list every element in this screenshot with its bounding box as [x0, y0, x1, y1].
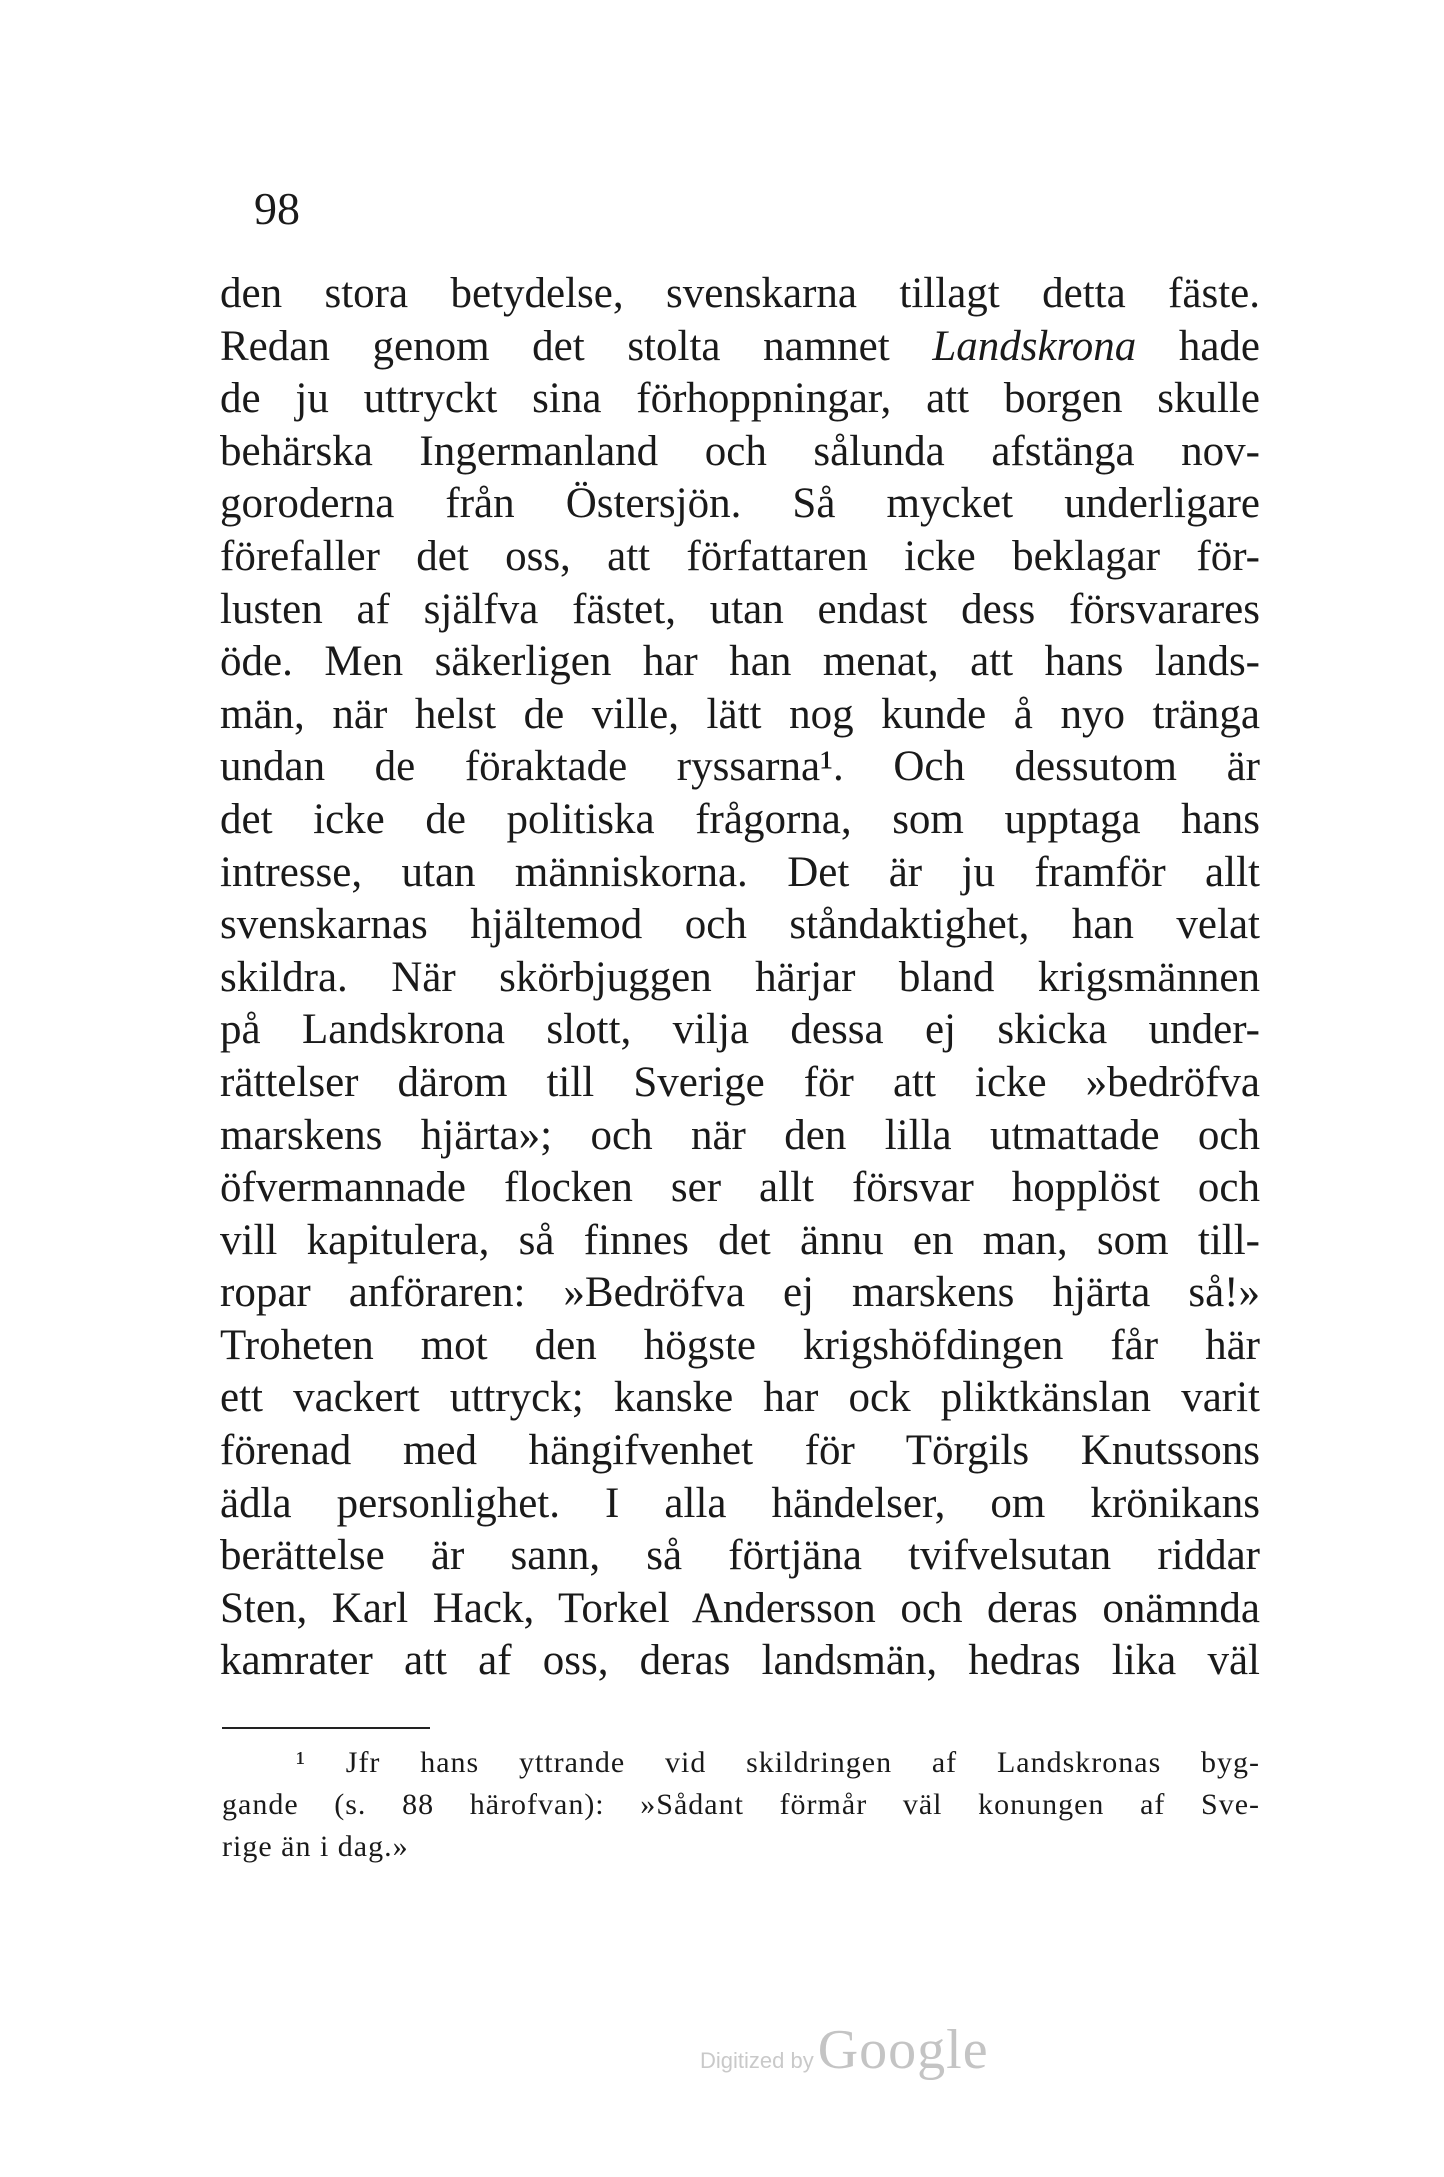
text-line: ett vackert uttryck; kanske har ock pliktkänslan varit — [220, 1374, 1260, 1422]
text-line: undan de föraktade ryssarna¹. Och dessutom är — [220, 743, 1260, 791]
text-line: ädla personlighet. I alla händelser, om krönikans — [220, 1479, 1260, 1527]
text-line: svenskarnas hjältemod och ståndaktighet, han velat — [220, 901, 1260, 949]
google-logo: Google — [817, 2019, 989, 2081]
text-fragment: Redan genom det stolta namnet — [220, 322, 933, 370]
watermark-prefix: Digitized by — [700, 2048, 814, 2073]
text-line: kamrater att af oss, deras landsmän, hedras lika väl — [220, 1637, 1260, 1685]
footnotes — [222, 1742, 1260, 1868]
text-line: Sten, Karl Hack, Torkel Andersson och deras onämnda — [220, 1584, 1260, 1632]
text-line: den stora betydelse, svenskarna tillagt detta fäste. — [220, 270, 1260, 317]
digitized-watermark — [700, 2018, 989, 2082]
footnote-line: ¹ Jfr hans yttrande vid skildringen af Landskronas byg- — [296, 1746, 1260, 1779]
text-line: män, när helst de ville, lätt nog kunde å nyo tränga — [220, 690, 1260, 738]
text-line: vill kapitulera, så finnes det ännu en man, som till- — [220, 1216, 1260, 1264]
text-line: intresse, utan människorna. Det är ju framför allt — [220, 848, 1260, 896]
footnote-line: rige än i dag.» — [222, 1830, 409, 1863]
text-line: öfvermannade flocken ser allt försvar hopplöst och — [220, 1164, 1260, 1212]
text-line: skildra. När skörbjuggen härjar bland krigsmännen — [220, 953, 1260, 1001]
text-line: berättelse är sann, så förtjäna tvifvelsutan riddar — [220, 1532, 1260, 1580]
text-line: lusten af själfva fästet, utan endast dess försvarares — [220, 585, 1260, 633]
text-line: goroderna från Östersjön. Så mycket underligare — [220, 480, 1260, 528]
text-line: marskens hjärta»; och när den lilla utmattade och — [220, 1111, 1260, 1159]
text-line: öde. Men säkerligen har han menat, att hans lands- — [220, 638, 1260, 686]
text-line: ropar anföraren: »Bedröfva ej marskens hjärta så!» — [220, 1269, 1260, 1317]
text-line-with-italic — [220, 321, 1260, 374]
text-line: förefaller det oss, att författaren icke beklagar för- — [220, 532, 1260, 580]
text-line: de ju uttryckt sina förhoppningar, att borgen skulle — [220, 375, 1260, 423]
italic-word: Landskrona — [932, 322, 1137, 370]
footnote-line: gande (s. 88 härofvan): »Sådant förmår väl konungen af Sve- — [222, 1788, 1260, 1821]
text-line: behärska Ingermanland och sålunda afstänga nov- — [220, 427, 1260, 475]
body-text — [220, 268, 1260, 1688]
text-line: Troheten mot den högste krigshöfdingen får här — [220, 1321, 1260, 1369]
footnote-divider — [222, 1727, 430, 1729]
page-number: 98 — [254, 183, 300, 234]
text-line: det icke de politiska frågorna, som upptaga hans — [220, 795, 1260, 843]
text-line: rättelser därom till Sverige för att icke »bedröfva — [220, 1058, 1260, 1106]
text-fragment: hade — [1136, 322, 1261, 370]
text-line: förenad med hängifvenhet för Törgils Knutssons — [220, 1427, 1260, 1475]
text-line: på Landskrona slott, vilja dessa ej skicka under- — [220, 1006, 1260, 1054]
